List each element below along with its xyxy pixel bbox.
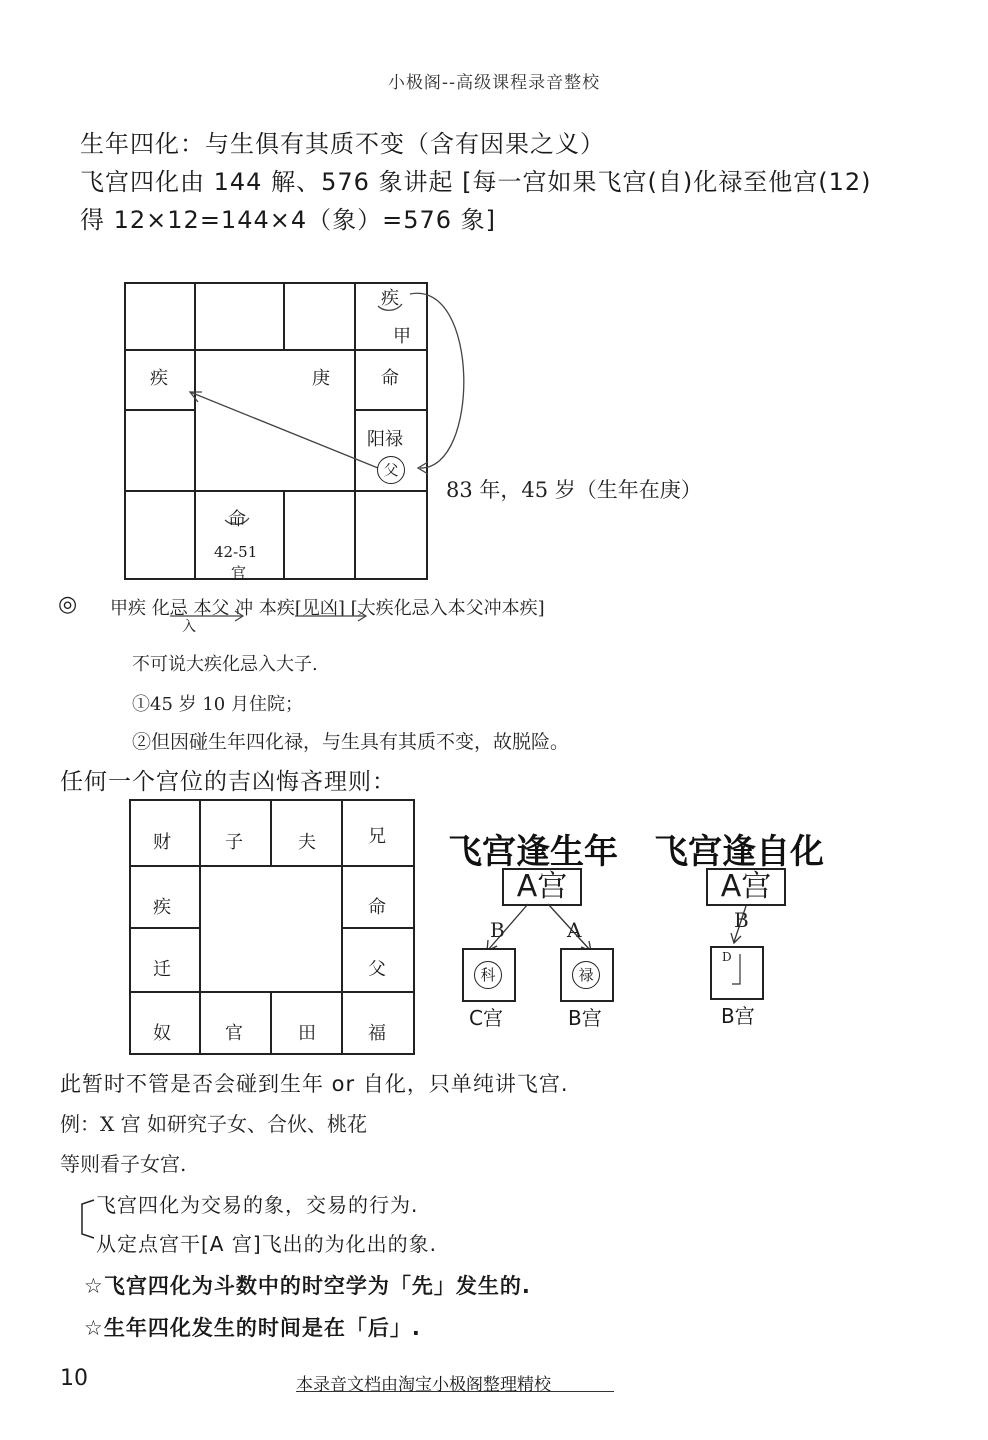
diagram1-label-b: B: [490, 918, 505, 942]
page-header: 小极阁--高级课程录音整校: [387, 73, 601, 93]
notes-line-3: ①45 岁 10 月住院；: [132, 694, 303, 715]
star-line-1: ☆飞宫四化为斗数中的时空学为「先」发生的.: [84, 1274, 531, 1298]
diagram2-caption-b: B宫: [721, 1004, 755, 1028]
chart1-top-right-palace: 疾: [381, 288, 399, 309]
intro-line-3: 得 12×12=144×4（象）=576 象]: [80, 206, 497, 234]
chart2-bottom-3: 福: [368, 1023, 386, 1044]
chart2-bottom-0: 奴: [153, 1023, 171, 1044]
diagram2-label-b: B: [734, 908, 749, 932]
chart2-top-0: 财: [153, 832, 171, 853]
diagram1-a-box: A宫: [502, 868, 582, 906]
chart2-left-1: 迁: [153, 959, 171, 980]
chart1-center-stem: 庚: [312, 368, 330, 389]
chart2-top-1: 子: [225, 832, 243, 853]
footer-text: 本录音文档由淘宝小极阁整理精校: [296, 1375, 551, 1395]
chart1-grid: [110, 270, 570, 600]
diagram1-caption-b: B宫: [568, 1006, 602, 1030]
chart2-right-0: 命: [368, 897, 386, 918]
notes-line-1: 甲疾 化忌 本父 冲 本疾[见凶] [大疾化忌入本父冲本疾]: [110, 598, 545, 619]
chart1-bottom-gong: 官: [231, 564, 247, 582]
diagram2-a-box: A宫: [706, 868, 786, 906]
chart1-note: 83 年，45 岁（生年在庚）: [446, 478, 702, 502]
chart1-circle-fu: 父: [377, 456, 405, 484]
diagram2-title: 飞宫逢自化: [654, 832, 824, 872]
chart1-bottom-range: 42-51: [214, 543, 258, 561]
diagram1-label-a: A: [567, 918, 582, 942]
star-line-2: ☆生年四化发生的时间是在「后」.: [84, 1316, 421, 1340]
body-line-3: 等则看子女宫.: [60, 1152, 187, 1176]
notes-line-4: ②但因碰生年四化禄，与生具有其质不变，故脱险。: [132, 731, 570, 753]
body-line-1: 此暂时不管是否会碰到生年 or 自化，只单纯讲飞宫.: [60, 1072, 569, 1096]
chart1-top-right-stem: 甲: [393, 326, 411, 347]
chart2-left-0: 疾: [153, 897, 171, 918]
chart2-bottom-2: 田: [298, 1023, 316, 1044]
footer-underline: [296, 1391, 614, 1392]
body-bracket: [76, 1190, 96, 1250]
chart1-bottom-palace: 命: [228, 509, 246, 530]
chart1-yanglu: 阳禄: [367, 429, 403, 450]
chart2-top-3: 兄: [368, 826, 386, 847]
diagram2-inner-d: D: [722, 950, 732, 964]
rules-title: 任何一个宫位的吉凶悔吝理则：: [60, 769, 396, 795]
notes-arrow-label: 入: [182, 619, 196, 635]
body-bullet-2: 从定点宫干[A 宫]飞出的为化出的象.: [96, 1232, 438, 1256]
chart2-top-2: 夫: [298, 832, 316, 853]
diagram2-inner-mark: [730, 950, 750, 990]
chart1-right-palace: 命: [381, 368, 399, 389]
diagram1-title: 飞宫逢生年: [448, 832, 618, 872]
diagram1-circle-ke: 科: [474, 961, 502, 989]
body-bullet-1: 飞宫四化为交易的象，交易的行为.: [96, 1193, 419, 1217]
page-number: 10: [60, 1366, 88, 1391]
intro-line-2: 飞宫四化由 144 解、576 象讲起 [每一宫如果飞宫(自)化禄至他宫(12): [80, 168, 872, 196]
diagram1-circle-lu: 禄: [572, 961, 600, 989]
chart2-bottom-1: 官: [225, 1023, 243, 1044]
chart1-left-palace: 疾: [150, 368, 168, 389]
chart2-right-1: 父: [368, 959, 386, 980]
diagram1-caption-c: C宫: [469, 1006, 503, 1030]
notes-line-2: 不可说大疾化忌入大子.: [132, 654, 318, 675]
body-line-2: 例：X 宫 如研究子女、合伙、桃花: [60, 1112, 367, 1136]
notes-mark: ◎: [58, 592, 78, 617]
intro-line-1: 生年四化：与生俱有其质不变（含有因果之义）: [80, 130, 605, 158]
